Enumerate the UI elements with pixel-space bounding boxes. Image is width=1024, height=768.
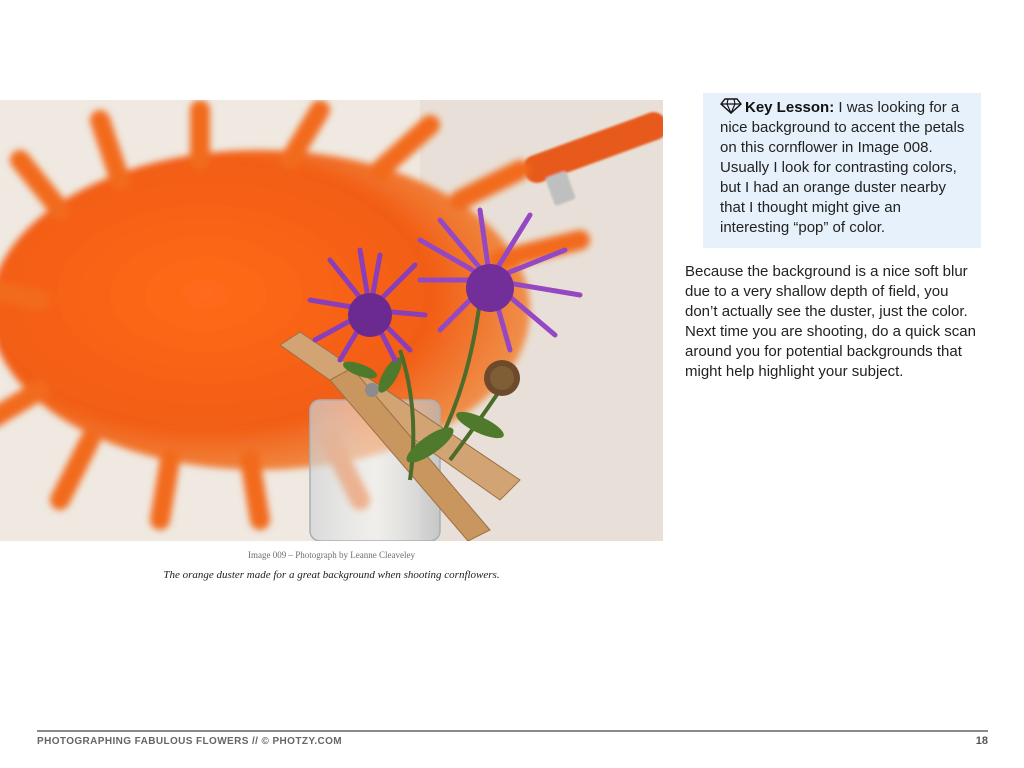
body-paragraph: Because the background is a nice soft blur due to a very shallow depth of field, you don’t actually see the duster, just the color. Next time you are shooting, do a quick scan around you for potential backgrounds that might help highlight your subject. bbox=[685, 263, 976, 380]
footer-divider bbox=[37, 730, 988, 732]
photo-cornflower bbox=[0, 100, 663, 541]
photo-illustration bbox=[0, 100, 663, 541]
diamond-icon bbox=[720, 98, 742, 114]
footer-title: PHOTOGRAPHING FABULOUS FLOWERS // © PHOTZY.COM bbox=[37, 736, 343, 747]
key-lesson-box bbox=[703, 93, 981, 248]
page-number: 18 bbox=[975, 735, 988, 747]
photo-credit: Image 009 – Photograph by Leanne Cleaveley bbox=[248, 550, 415, 560]
photo-caption: The orange duster made for a great background when shooting cornflowers. bbox=[163, 569, 500, 581]
key-lesson-body: I was looking for a nice background to accent the petals on this cornflower in Image 008. Usually I look for contrasting colors, but I had an orange duster nearby that I thought might give an interesting “pop” of color. bbox=[720, 99, 965, 236]
key-lesson-heading: Key Lesson: bbox=[745, 99, 835, 116]
